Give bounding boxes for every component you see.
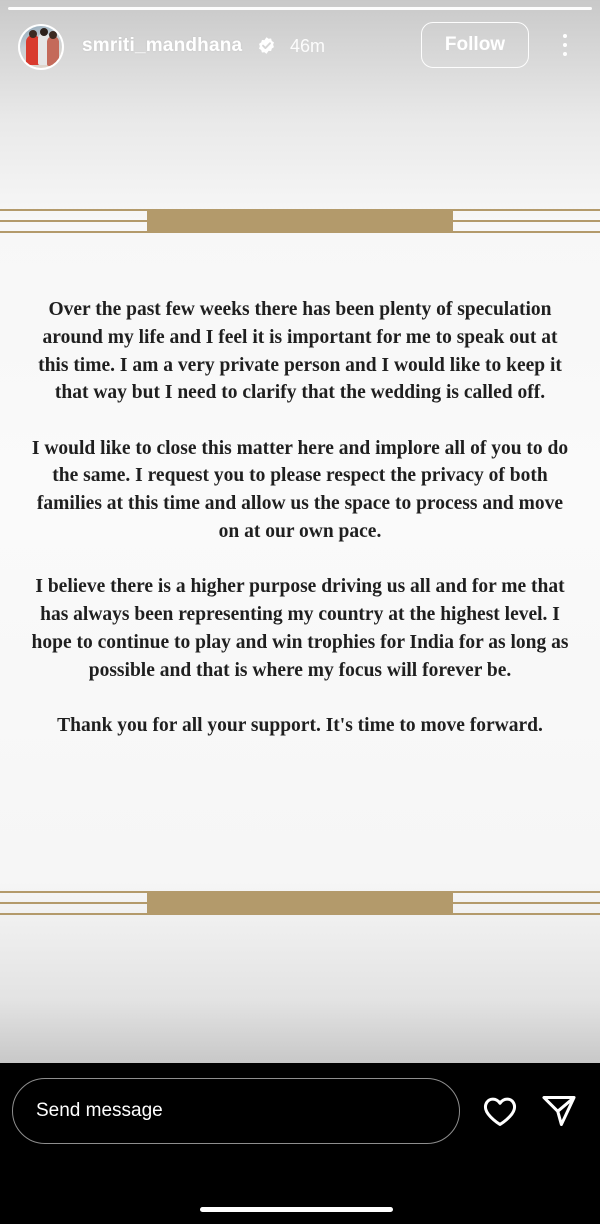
verified-badge-icon	[257, 36, 276, 55]
statement-paragraph: Over the past few weeks there has been plenty of speculation around my life and I feel it is important for me to speak out at this time. I am a very private person and I would like to keep it that way but I need to clarify that the wedding is called off.	[38, 299, 562, 404]
statement-paragraph: I believe there is a higher purpose driving us all and for me that has always been representing my country at the highest level. I hope to continue to play and win trophies for India for as long as possible and that is where my focus will forever be.	[31, 576, 569, 681]
decorative-gold-band-bottom	[0, 891, 600, 915]
story-progress-bar	[8, 7, 592, 10]
send-message-input[interactable]: Send message	[12, 1078, 460, 1144]
home-indicator[interactable]	[200, 1207, 393, 1212]
follow-button[interactable]: Follow	[421, 22, 529, 68]
story-reply-bar	[0, 1063, 600, 1224]
statement-text	[28, 296, 572, 767]
more-vertical-icon[interactable]	[556, 31, 574, 61]
username[interactable]: smriti_mandhana	[82, 35, 243, 56]
statement-paragraph: I would like to close this matter here and implore all of you to do the same. I request you to please respect the privacy of both families at this time and allow us the space to process and move on at our own pace.	[31, 437, 569, 543]
heart-icon[interactable]	[481, 1092, 519, 1130]
statement-paragraph: Thank you for all your support. It's time to move forward.	[57, 715, 543, 737]
story-header	[0, 20, 600, 72]
post-time: 46m	[290, 36, 326, 56]
decorative-gold-band-top	[0, 209, 600, 233]
avatar[interactable]	[18, 24, 64, 70]
avatar-photo	[20, 26, 62, 68]
paper-plane-icon[interactable]	[540, 1092, 578, 1130]
